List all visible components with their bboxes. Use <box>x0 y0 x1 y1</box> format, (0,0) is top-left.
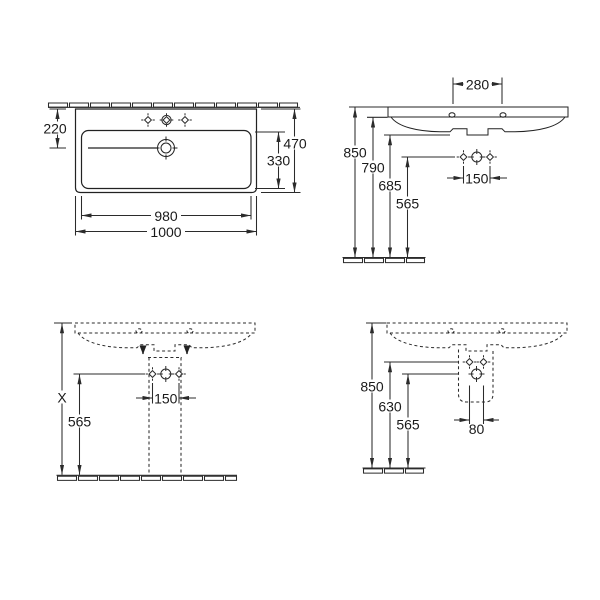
dim-label-850: 850 <box>343 144 367 161</box>
fixing-hole-icon <box>172 367 186 381</box>
dim-outlet-spacing <box>454 386 499 438</box>
dim-label-x: X <box>57 389 67 406</box>
drain-icon <box>155 137 178 160</box>
dim-fixing-spacing <box>136 383 196 407</box>
dim-label-150: 150 <box>465 170 489 187</box>
dim-fixing-height <box>376 362 458 468</box>
fixing-hole-icon <box>463 355 477 369</box>
basin-front-profile <box>388 107 568 135</box>
dim-label-330: 330 <box>266 152 291 169</box>
basin-front-profile-dashed <box>75 323 255 351</box>
dim-fixing-height <box>66 374 146 475</box>
fixing-hole-icon <box>483 150 497 164</box>
dim-outlet-height <box>394 374 458 468</box>
dim-label-565: 565 <box>395 195 420 212</box>
dim-fixing-height <box>394 157 456 257</box>
dim-bowl-width <box>82 196 252 224</box>
dim-label-980: 980 <box>154 208 178 224</box>
dim-label-565: 565 <box>396 416 420 433</box>
plan-view <box>41 103 309 240</box>
dim-label-790: 790 <box>361 159 385 176</box>
siphon-cover-outline <box>459 350 494 403</box>
dim-label-565: 565 <box>67 413 92 430</box>
dim-label-150: 150 <box>154 390 178 407</box>
dim-label-220: 220 <box>43 120 67 137</box>
floor-tiles-hatch <box>58 476 237 480</box>
dim-fixing-spacing <box>447 166 507 187</box>
dim-total-height <box>54 323 72 475</box>
elevation-with-siphon-cover <box>358 323 567 473</box>
dim-label-1000: 1000 <box>150 224 182 240</box>
dim-label-470: 470 <box>283 135 307 152</box>
dim-label-850: 850 <box>360 378 384 395</box>
front-elevation-wall-hung <box>341 77 568 263</box>
dim-label-685: 685 <box>378 177 402 194</box>
fixing-hole-icon <box>469 149 485 165</box>
fixing-hole-icon <box>477 355 491 369</box>
dim-label-80: 80 <box>468 421 485 437</box>
basin-front-profile-dashed <box>387 323 567 351</box>
tap-hole-icon <box>178 113 192 127</box>
front-elevation-with-pedestal <box>54 323 255 480</box>
fixing-hole-icon <box>457 150 471 164</box>
fixing-hole-icon <box>158 366 174 382</box>
wall-tiles-hatch <box>49 103 298 107</box>
dim-label-630: 630 <box>378 398 402 415</box>
tap-hole-icon <box>141 113 155 127</box>
fixing-hole-icon <box>146 367 160 381</box>
basin-outer-rim <box>76 109 257 193</box>
dim-label-280: 280 <box>465 76 490 93</box>
floor-tiles-hatch <box>344 258 425 262</box>
dim-overall-depth <box>261 109 309 193</box>
dim-bolt-spacing <box>453 77 502 105</box>
dim-back-offset <box>41 109 69 148</box>
outlet-hole-icon <box>469 366 485 382</box>
dim-rim-height <box>358 323 387 468</box>
floor-tiles-hatch <box>364 469 424 473</box>
